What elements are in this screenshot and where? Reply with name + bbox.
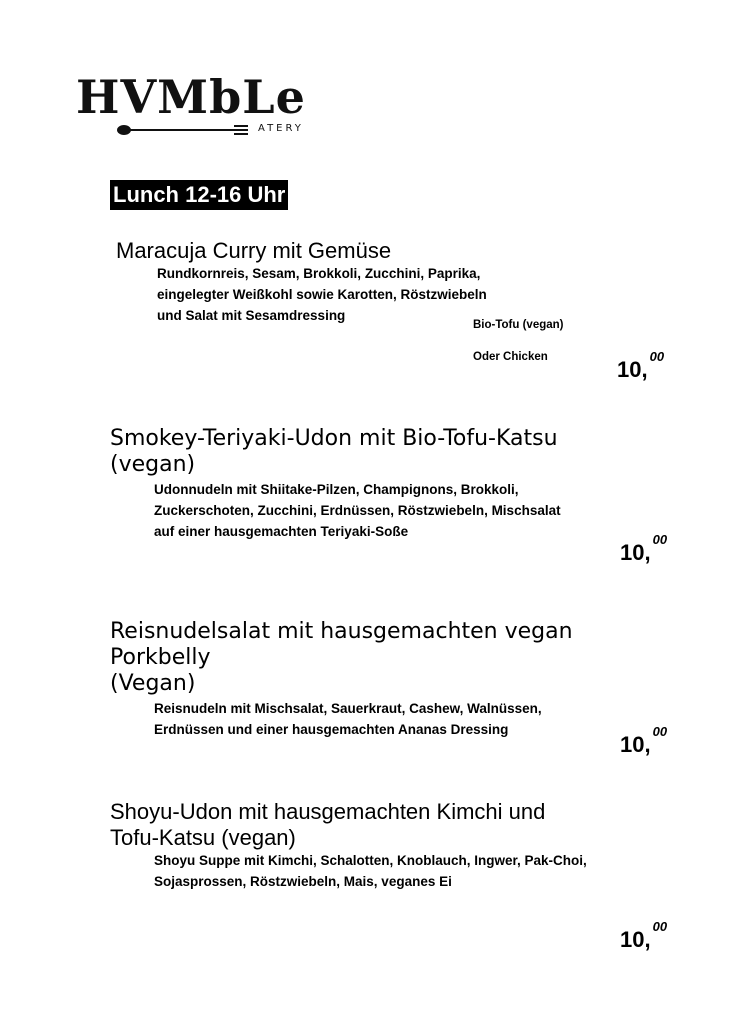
dish-title-line: Tofu-Katsu (vegan) [110,825,296,850]
logo-subtitle: ATERY [258,123,304,134]
dish-title [110,799,545,851]
protein-option: Oder Chicken [473,351,548,363]
dish-title [110,426,558,478]
dish-title-line: Shoyu-Udon mit hausgemachten Kimchi und [110,799,546,824]
dish-description [154,850,587,892]
price-cents: 00 [652,919,668,934]
dish-description [154,479,561,542]
dish-description-line: und Salat mit Sesamdressing [157,308,346,323]
price-main: 10, [620,732,651,757]
price-cents: 00 [652,532,668,547]
dish-description [154,698,542,740]
dish-title-line: Reisnudelsalat mit hausgemachten vegan [110,619,573,644]
dish-title [116,238,391,264]
price-cents: 00 [649,349,665,364]
lunch-hours-heading: Lunch 12-16 Uhr [110,180,288,210]
dish-description-line: Sojasprossen, Röstzwiebeln, Mais, veganes Ei [154,874,452,889]
price-main: 10, [620,927,651,952]
dish-description-line: eingelegter Weißkohl sowie Karotten, Röstzwiebeln [157,287,487,302]
dish-description-line: Rundkornreis, Sesam, Brokkoli, Zucchini, Paprika, [157,266,481,281]
dish-description-line: Shoyu Suppe mit Kimchi, Schalotten, Knoblauch, Ingwer, Pak-Choi, [154,853,587,868]
price [620,724,668,760]
protein-option: Bio-Tofu (vegan) [473,319,564,331]
dish-title-line: (Vegan) [110,671,196,696]
dish-title-line: Maracuja Curry mit Gemüse [116,238,392,263]
logo-wordmark: HVMbLe [76,70,306,124]
dish-description-line: Reisnudeln mit Mischsalat, Sauerkraut, Cashew, Walnüssen, [154,701,542,716]
dish-title-line: Porkbelly [110,645,211,670]
dish-description-line: auf einer hausgemachten Teriyaki-Soße [154,524,409,539]
dish-description-line: Udonnudeln mit Shiitake-Pilzen, Champignons, Brokkoli, [154,482,519,497]
price [620,919,668,955]
fork-icon [116,122,256,138]
price [617,349,665,385]
dish-description [157,263,487,326]
price [620,532,668,568]
price-cents: 00 [652,724,668,739]
price-main: 10, [620,540,651,565]
dish-description-line: Erdnüssen und einer hausgemachten Ananas Dressing [154,722,509,737]
dish-title-line: Smokey-Teriyaki-Udon mit Bio-Tofu-Katsu [110,426,558,451]
dish-title [110,619,573,697]
dish-description-line: Zuckerschoten, Zucchini, Erdnüssen, Röstzwiebeln, Mischsalat [154,503,561,518]
restaurant-logo [76,72,306,142]
dish-title-line: (vegan) [110,452,196,477]
price-main: 10, [617,357,648,382]
